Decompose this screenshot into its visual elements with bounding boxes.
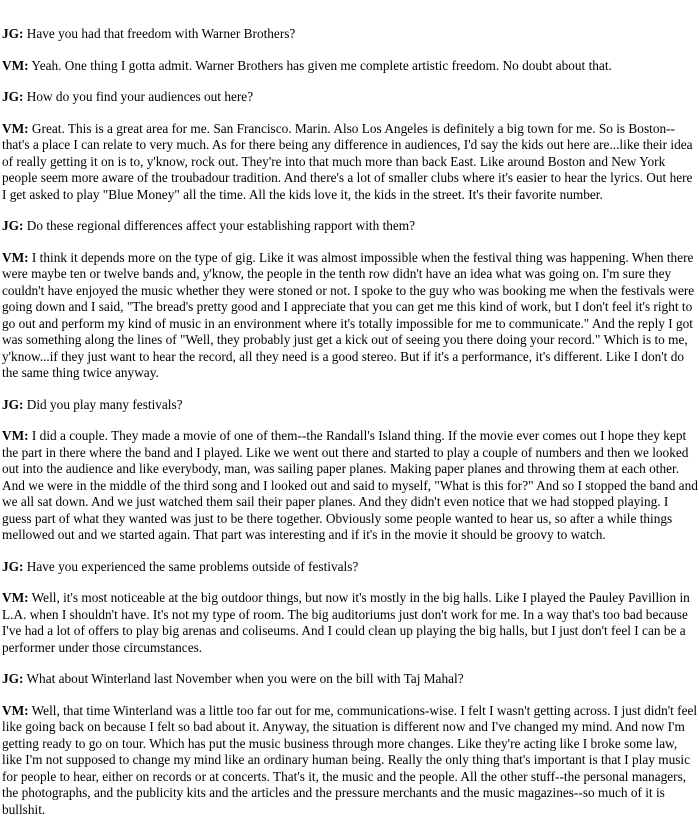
- interview-transcript: [2, 26, 698, 833]
- speaker-label: JG:: [2, 26, 24, 41]
- question-paragraph: [2, 397, 698, 414]
- speaker-label: JG:: [2, 396, 24, 412]
- answer-paragraph: [2, 58, 698, 75]
- paragraph-text: Yeah. One thing I gotta admit. Warner Brothers has given me complete artistic freedom. No doubt about that.: [28, 57, 612, 73]
- answer-paragraph: [2, 121, 698, 204]
- speaker-label: VM:: [2, 120, 29, 136]
- paragraph-text: Have you experienced the same problems outside of festivals?: [23, 558, 359, 574]
- paragraph-text: What about Winterland last November when you were on the bill with Taj Mahal?: [23, 671, 464, 686]
- paragraph-text: Well, it's most noticeable at the big outdoor things, but now it's mostly in the big halls. Like I played the Pauley Pavillion in L.A. when I shouldn't have. It's not my type of room. The big auditoriums just don't work for me. In a way that's too bad because I've had a lot of offers to play big arenas and coliseums. And I could clean up playing the big halls, but I just don't feel I can be a performer under those circumstances.: [2, 590, 690, 655]
- paragraph-text: Do these regional differences affect your establishing rapport with them?: [23, 218, 416, 233]
- answer-paragraph: [2, 703, 698, 819]
- speaker-label: JG:: [2, 558, 24, 574]
- paragraph-text: Did you play many festivals?: [23, 396, 183, 412]
- speaker-label: VM:: [2, 249, 29, 265]
- paragraph-text: Great. This is a great area for me. San Francisco. Marin. Also Los Angeles is definitely a big town for me. So is Boston--that's a place I can relate to very much. As for there being any difference in audiences, I'd say the kids out here are...like their idea of really getting it on is to, y'know, rock out. They're into that much more than back East. Like around Boston and New York people seem more aware of the troubadour tradition. And there's a lot of smaller clubs where it's easier to hear the lyrics. Out here I get asked to play "Blue Money" all the time. All the kids love it, the kids in the street. It's their favorite number.: [2, 120, 693, 202]
- speaker-label: JG:: [2, 218, 24, 233]
- answer-paragraph: [2, 428, 698, 544]
- question-paragraph: [2, 218, 698, 235]
- speaker-label: VM:: [2, 702, 29, 718]
- speaker-label: VM:: [2, 428, 29, 443]
- speaker-label: VM:: [2, 590, 29, 605]
- question-paragraph: [2, 559, 698, 576]
- question-paragraph: [2, 89, 698, 106]
- paragraph-text: How do you find your audiences out here?: [23, 89, 254, 104]
- answer-paragraph: [2, 250, 698, 382]
- question-paragraph: [2, 26, 698, 43]
- paragraph-text: I think it depends more on the type of gig. Like it was almost impossible when the festival thing was happening. When there were maybe ten or twelve bands and, y'know, the people in the tenth row didn't have an idea what was going on. I'm sure they couldn't have enjoyed the music whether they were stoned or not. I spoke to the guy who was booking me when the festivals were going down and I said, "The bread's pretty good and I appreciate that you can get me this kind of work, but I don't feel it's right to go out and perform my kind of music in an environment where it's totally impossible for me to communicate." And the reply I got was something along the lines of "Well, they probably just get a kick out of seeing you there doing your record." Which is to me, y'know...if they just want to hear the record, all they need is a good stereo. But if it's a performance, it's different. Like I don't do the same thing twice anyway.: [2, 249, 695, 380]
- answer-paragraph: [2, 590, 698, 656]
- paragraph-text: Well, that time Winterland was a little too far out for me, communications-wise. I felt I wasn't getting across. I just didn't feel like going back on because I felt so bad about it. Anyway, the situation is different now and I've changed my mind. And now I'm getting ready to go on tour. Which has put the music business through more changes. Like they're acting like I broke some law, like I'm not supposed to change my mind like an ordinary human being. Really the only thing that's important is that I play music for people to hear, either on records or at concerts. That's it, the music and the people. All the other stuff--the personal managers, the photographs, and the publicity kits and the articles and the pressure merchants and the music magazines--so much of it is bullshit.: [2, 702, 698, 817]
- paragraph-text: I did a couple. They made a movie of one of them--the Randall's Island thing. If the movie ever comes out I hope they kept the part in there where the band and I played. Like we went out there and started to play a couple of numbers and then we looked out into the audience and like everybody, man, was sailing paper planes. Making paper planes and throwing them at each other. And we were in the middle of the third song and I looked out and said to myself, "What is this for?" And so I stopped the band and we all sat down. And we just watched them sail their paper planes. And they didn't even notice that we had stopped playing. I guess part of what they wanted was just to be there together. Obviously some people wanted to hear us, so after a while things mellowed out and we started again. That part was interesting and if it's in the movie it should be groovy to watch.: [2, 428, 698, 542]
- speaker-label: JG:: [2, 89, 24, 104]
- question-paragraph: [2, 671, 698, 688]
- paragraph-text: Have you had that freedom with Warner Brothers?: [23, 26, 296, 41]
- speaker-label: VM:: [2, 57, 29, 73]
- speaker-label: JG:: [2, 671, 24, 686]
